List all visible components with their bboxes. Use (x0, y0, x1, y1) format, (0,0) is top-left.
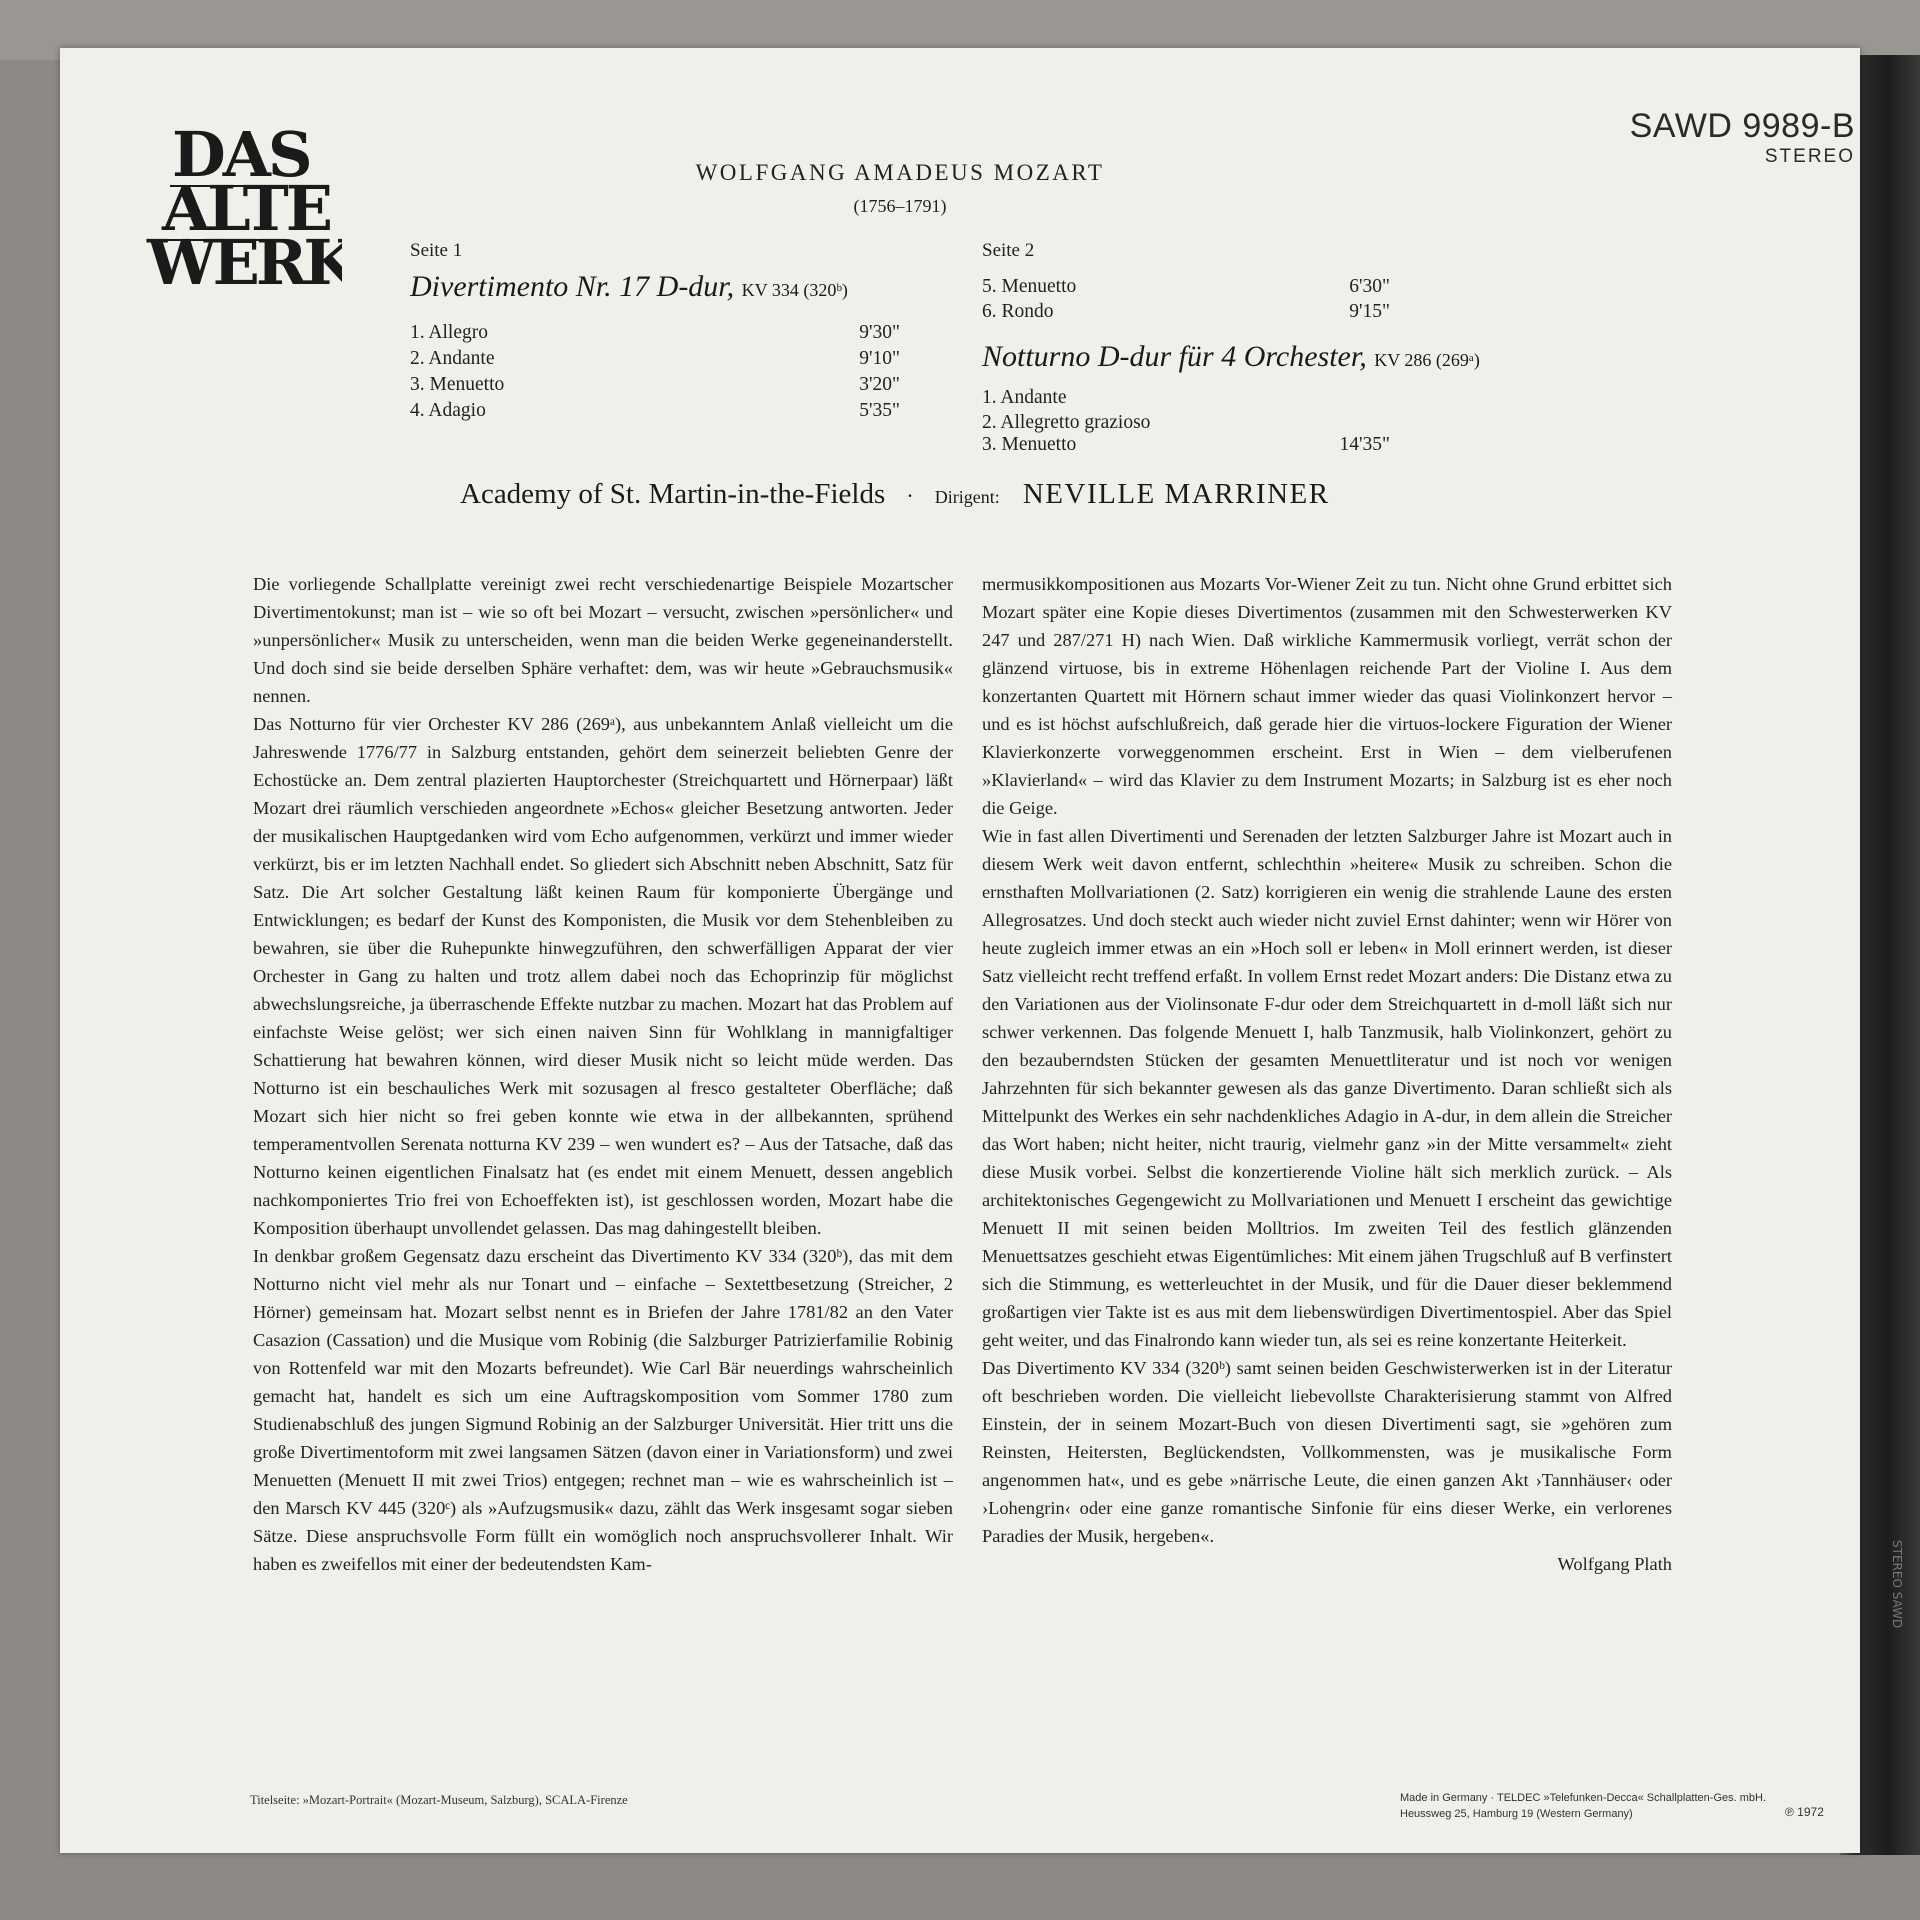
performers-line (460, 478, 1560, 511)
side1-work-title (410, 270, 848, 304)
publisher-imprint (1400, 1790, 1766, 1822)
liner-notes-right-column (982, 570, 1672, 1578)
ensemble-name: Academy of St. Martin-in-the-Fields (460, 478, 886, 510)
svg-text:WERK: WERK (147, 226, 342, 288)
side2-work-title (982, 340, 1480, 374)
work-kv: KV 286 (269ᵃ) (1374, 350, 1480, 370)
svg-text:DAS: DAS (172, 118, 310, 191)
track-title: 3. Menuetto (982, 434, 1077, 455)
notes-paragraph: Das Divertimento KV 334 (320ᵇ) samt seinen beiden Geschwisterwerken ist in der Literatur oft beschrieben worden. Die vielleicht liebevollste Charakterisierung stammt von Alfred Einstein, der in seinem Mozart-Buch von diesen Divertimenti sagt, sie »gehören zum Reinsten, Heitersten, Beglückendsten, Vollkommensten, was je musikalische Form angenommen hat«, und es gebe »närrische Leute, die einen ganzen Akt ›Tannhäuser‹ oder ›Lohengrin‹ oder eine ganze romantische Sinfonie für eins dieser Werke, ein verlorenes Paradies der Musik, hergeben«. (982, 1358, 1672, 1546)
conductor-name: NEVILLE MARRINER (1022, 478, 1330, 510)
stereo-label: STEREO (1764, 146, 1855, 167)
imprint-line: Made in Germany · TELDEC »Telefunken-Decca« Schallplatten-Ges. mbH. (1400, 1792, 1767, 1804)
record-sleeve-back (60, 48, 1860, 1853)
notes-paragraph: In denkbar großem Gegensatz dazu erscheint das Divertimento KV 334 (320ᵇ), das mit dem Notturno nicht viel mehr als nur Tonart und – einfache – Sextettbesetzung (Streicher, 2 Hörner) gemeinsam hat. Mozart selbst nennt es in Briefen der Jahre 1781/82 an den Vater Casazion (Cassation) und die Musique vom Robinig (die Salzburger Patrizierfamilie Robinig von Rottenfeld war mit den Mozarts befreundet). Wie Carl Bär neuerdings wahrscheinlich gemacht hat, handelt es sich um eine Auftragskomposition vom Sommer 1780 zum Studienabschluß des jungen Sigmund Robinig an der Salzburger Universität. Hier tritt uns die große Divertimentoform mit zwei langsamen Sätzen (davon einer in Variationsform) und zwei Menuetten (Menuett II mit zwei Trios) entgegen; rechnet man – wie es wahrscheinlich ist – den Marsch KV 445 (320ᶜ) als »Aufzugsmusik« dazu, zählt das Werk insgesamt sogar sieben Sätze. Diese anspruchsvolle Form füllt ein womöglich noch anspruchsvollerer Inhalt. Wir haben es zweifellos mit einer der bedeutendsten Kam- (253, 1246, 953, 1574)
track-title: 2. Allegretto grazioso (982, 412, 1151, 433)
svg-text:ALTE: ALTE (162, 172, 331, 245)
track-title: 1. Allegro (410, 322, 488, 343)
track-duration: 3'20" (859, 374, 900, 395)
notes-paragraph: Wie in fast allen Divertimenti und Serenaden der letzten Salzburger Jahre ist Mozart auch in diesem Werk weit davon entfernt, schlechthin »heitere« Musik zu schreiben. Schon die ernsthaften Mollvariationen (2. Satz) korrigieren ein wenig die strahlende Laune des ersten Allegrosatzes. Und doch steckt auch wieder nicht zuviel Ernst dahinter; wenn wir Hörer von heute zugleich immer etwas an ein »Hoch soll er leben« in Moll erinnert werden, ist dieser Satz vielleicht recht treffend erfaßt. In vollem Ernst redet Mozart anders: Die Distanz etwa zu den Variationen aus der Violinsonate F-dur oder dem Streichquartett in d-moll läßt sich nur schwer verkennen. Das folgende Menuett I, halb Tanzmusik, halb Violinkonzert, gehört zu den bezauberndsten Stücken der gesamten Menuettliteratur und ist noch vor wenigen Jahrzehnten für sich bekannter gewesen als das ganze Divertimento. Daran schließt sich als Mittelpunkt des Werkes ein sehr nachdenkliches Adagio in A-dur, in dem allein die Streicher das Wort haben; nicht heiter, nicht traurig, vielmehr ganz »in der Mitte versammelt« zieht diese Musik vorbei. Selbst die konzertierende Violine hält sich merklich zurück. – Als architektonisches Gegengewicht zu Mollvariationen und Menuett I erscheint das gewichtige Menuett II mit seinen beiden Molltrios. Im zweiten Teil des festlich glänzenden Menuettsatzes geschieht etwas Eigentümliches: Mit einem jähen Trugschluß auf B verfinstert sich die Stimmung, es wetterleuchtet in der Musik, und für die Dauer dieser beklemmend großartigen vier Takte ist es aus mit dem liebenswürdigen Divertimentospiel. Aber das Spiel geht weiter, und das Finalrondo kann wieder tun, als sei es reine konzertante Heiterkeit. (982, 826, 1672, 1350)
track-duration: 9'10" (859, 348, 900, 369)
track-duration: 14'35" (1339, 434, 1390, 455)
imprint-line: Heussweg 25, Hamburg 19 (Western Germany) (1400, 1808, 1633, 1820)
cover-credit: Titelseite: »Mozart-Portrait« (Mozart-Museum, Salzburg), SCALA-Firenze (250, 1793, 628, 1807)
composer-dates: (1756–1791) (853, 196, 947, 216)
track-duration: 5'35" (859, 400, 900, 421)
liner-notes-left-column (253, 570, 953, 1578)
track-duration: 9'15" (1349, 301, 1390, 322)
separator-dot: · (906, 483, 914, 508)
notes-paragraph: mermusikkompositionen aus Mozarts Vor-Wiener Zeit zu tun. Nicht ohne Grund erbittet sich Mozart später eine Kopie dieses Divertimentos (zusammen mit den Schwesterwerken KV 247 und 287/271 H) nach Wien. Daß wirkliche Kammermusik vorliegt, verrät schon der glänzend virtuose, bis in extreme Höhenlagen reichende Part der Violine I. Aus dem konzertanten Quartett mit Hörnern schaut immer wieder das quasi Violinkonzert hervor – und es ist höchst aufschlußreich, daß gerade hier die virtuos-lockere Figuration der Wiener Klavierkonzerte vorweggenommen erscheint. Erst in Wien – dem vielberufenen »Klavierland« – wird das Klavier zu dem Instrument Mozarts; in Salzburg ist es eher noch die Geige. (982, 574, 1672, 818)
track-duration: 6'30" (1349, 276, 1390, 297)
work-title-text: Divertimento Nr. 17 D-dur, (410, 270, 735, 303)
track-title: 5. Menuetto (982, 276, 1077, 297)
catalog-number: SAWD 9989-B (1629, 107, 1855, 145)
notes-paragraph: Die vorliegende Schallplatte vereinigt zwei recht verschiedenartige Beispiele Mozartscher Divertimentokunst; man ist – wie so oft bei Mozart – versucht, zwischen »persönlicher« und »unpersönlicher« Musik zu unterscheiden, wenn man die beiden Werke gegeneinanderstellt. Und doch sind sie beide derselben Sphäre verhaftet: dem, was wir heute »Gebrauchsmusik« nennen. (253, 574, 953, 706)
track-title: 6. Rondo (982, 301, 1054, 322)
track-duration: 9'30" (859, 322, 900, 343)
composer-name: WOLFGANG AMADEUS MOZART (695, 160, 1105, 185)
side1-label: Seite 1 (410, 240, 463, 261)
track-title: 4. Adagio (410, 400, 486, 421)
work-kv: KV 334 (320ᵇ) (741, 280, 848, 300)
edge-print: STEREO SAWD (1890, 1540, 1904, 1629)
track-title: 2. Andante (410, 348, 495, 369)
conductor-label: Dirigent: (934, 487, 1000, 507)
phonogram-year: ℗ 1972 (1785, 1805, 1824, 1819)
author-signature: Wolfgang Plath (1557, 1554, 1672, 1574)
side2-label: Seite 2 (982, 240, 1035, 261)
notes-paragraph: Das Notturno für vier Orchester KV 286 (269ᵃ), aus unbekanntem Anlaß vielleicht um die Jahreswende 1776/77 in Salzburg entstanden, gehört dem seinerzeit beliebten Genre der Echostücke an. Dem zentral plazierten Hauptorchester (Streichquartett und Hörnerpaar) läßt Mozart drei räumlich verschieden angeordnete »Echos« gleicher Besetzung antworten. Jeder der musikalischen Hauptgedanken wird vom Echo aufgenommen, verkürzt und immer wieder verkürzt, bis er im letzten Nachhall endet. So gliedert sich Abschnitt neben Abschnitt, Satz für Satz. Die Art solcher Gestaltung läßt keinen Raum für komponierte Übergänge und Entwicklungen; es bedarf der Kunst des Komponisten, die Musik vor dem Stehenbleiben zu bewahren, sie über die Ruhepunkte hinwegzuführen, den schwerfälligen Apparat der vier Orchester in Gang zu halten und trotz allem dabei noch das Echoprinzip für möglichst abwechslungsreiche, ja überraschende Effekte nutzbar zu machen. Mozart hat das Problem auf einfachste Weise gelöst; wer sich einen naiven Sinn für Wohlklang in mannigfaltiger Schattierung hat bewahren können, wird dieser Musik nicht so leicht müde werden. Das Notturno ist ein beschauliches Werk mit sozusagen al fresco gestalteter Oberfläche; daß Mozart sich hier nicht so frei geben konnte wie etwa in der allbekannten, sprühend temperamentvollen Serenata notturna KV 239 – wen wundert es? – Aus der Tatsache, daß das Notturno keinen eigentlichen Finalsatz hat (es endet mit einem Menuett, dessen angeblich nachkomponiertes Trio frei von Echoeffekten ist), ist geschlossen worden, Mozart habe die Komposition überhaupt unvollendet gelassen. Das mag dahingestellt bleiben. (253, 714, 953, 1238)
work-title-text: Notturno D-dur für 4 Orchester, (982, 340, 1367, 373)
track-title: 3. Menuetto (410, 374, 505, 395)
label-logo (112, 108, 342, 288)
track-title: 1. Andante (982, 387, 1067, 408)
